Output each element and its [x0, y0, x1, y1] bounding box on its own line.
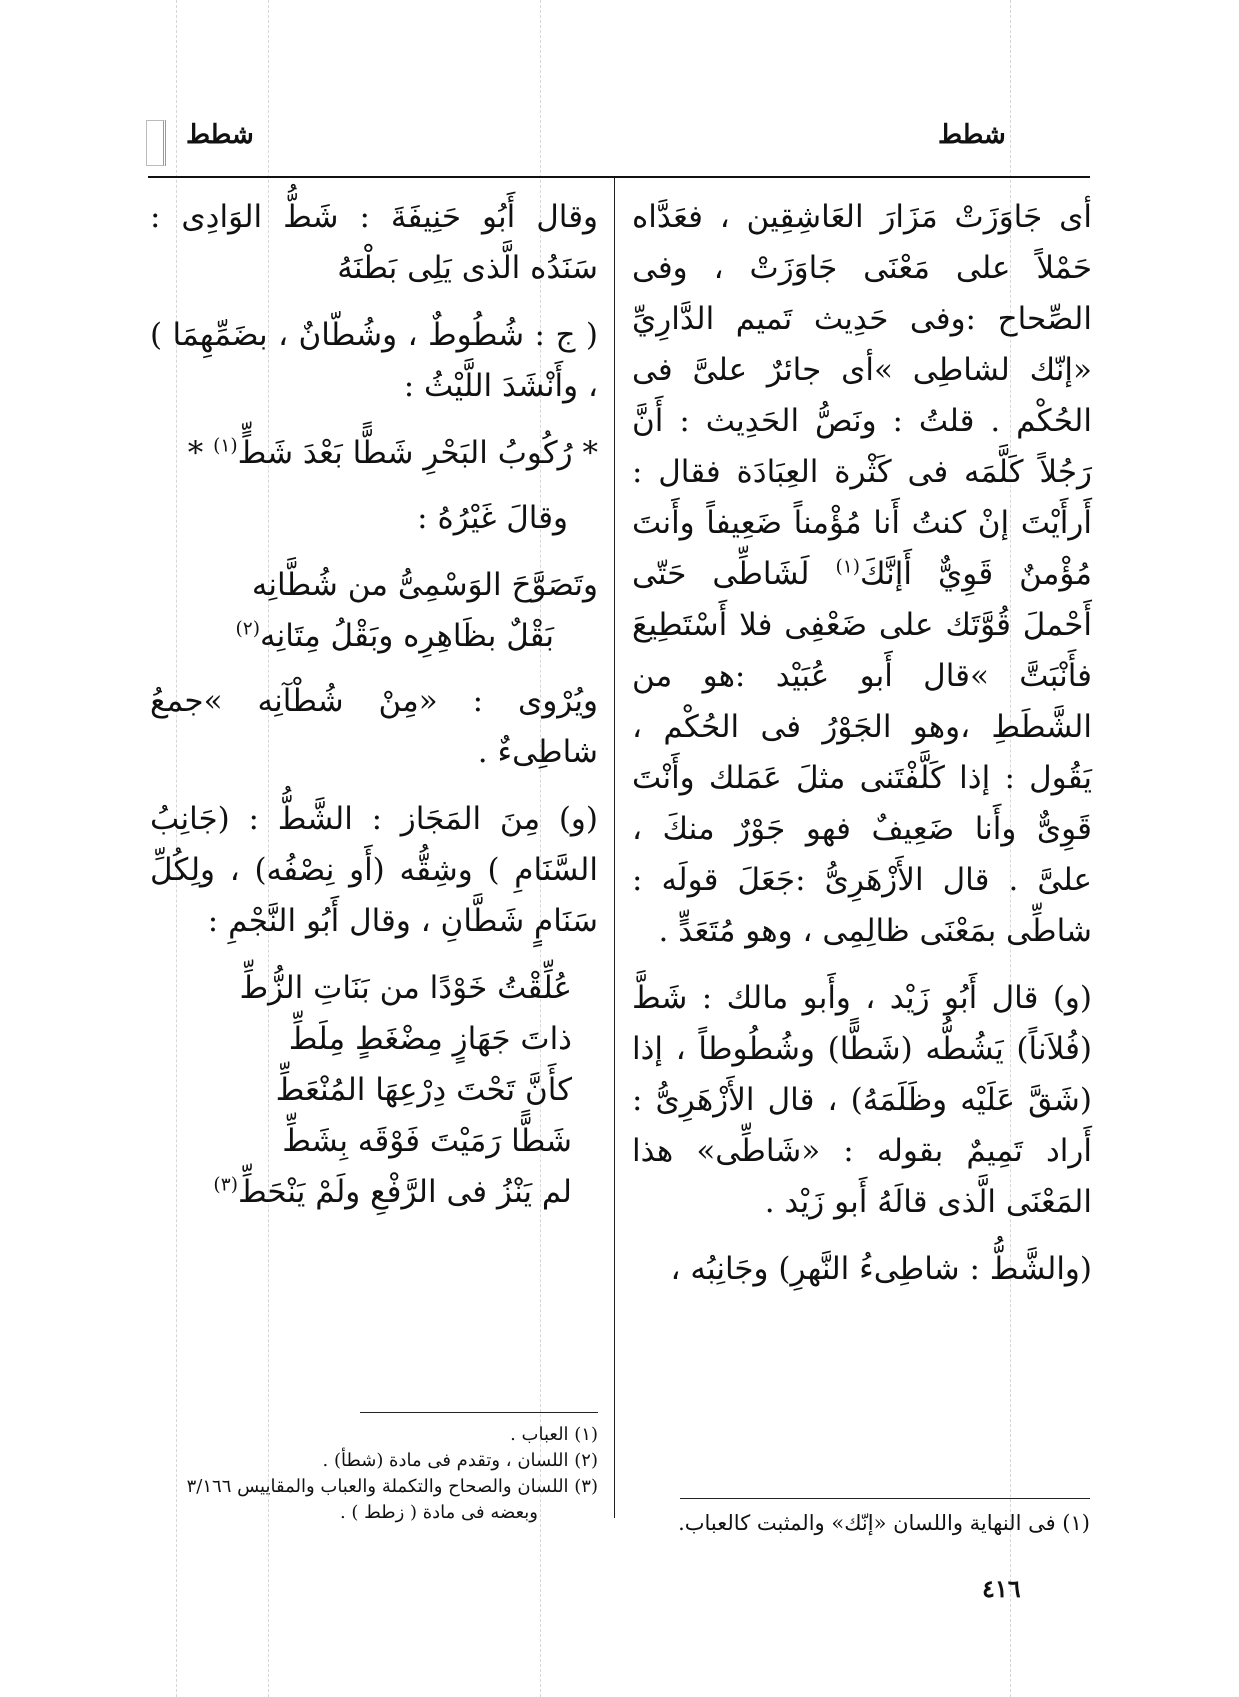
verse-1 — [150, 428, 598, 479]
verse-2 — [150, 560, 598, 662]
verse-line: وتَصَوَّحَ الوَسْمِىُّ من شُطَّانِه — [251, 567, 598, 603]
verse-line: عُلِّقْتُ خَوْدًا من بَنَاتِ الزُّطِّ — [239, 970, 572, 1006]
footnote-rule-right — [680, 1498, 1090, 1499]
right-paragraph-1 — [632, 192, 1092, 957]
verse-3 — [150, 963, 598, 1218]
footnote: (١) العباب . — [510, 1424, 598, 1445]
verse-text: بَقْلٌ بظَاهِرِه وبَقْلُ مِتَانِه — [260, 618, 554, 654]
footnote: (٣) اللسان والصحاح والتكملة والعباب والمقاييس ٣/١٦٦ — [186, 1476, 598, 1497]
left-paragraph-5: (و) مِنَ المَجَاز : الشَّطُّ : (جَانِبُ السَّنَامِ ) وشِقُّه (أَو نِصْفُه) ، ولِكُلِّ سَنَامٍ شَطَّانِ ، وقال أَبُو النَّجْمِ : — [150, 801, 598, 939]
footnote-ref: (١) — [835, 556, 861, 578]
verse-line — [150, 1167, 572, 1218]
right-column — [632, 192, 1092, 1311]
footnote-ref: (٢) — [235, 618, 261, 640]
verse-star: * — [187, 435, 204, 471]
verse-text: لم يَنْزُ فى الرَّفْعِ ولَمْ يَنْحَطِّ — [237, 1174, 572, 1210]
left-paragraph-4: ويُرْوى : «مِنْ شُطْآنِه »جمعُ شاطِىءٌ . — [150, 683, 598, 770]
right-paragraph-2: (و) قال أَبُو زَيْد ، وأَبو مالك : شَطَّ (فُلاَناً) يَشُطُّه (شَطًّا) وشُطُوطاً ، إذا (شَقَّ عَلَيْه وظَلَمَهُ) ، قال الأَزْهَرِىُّ : أَراد تَمِيمٌ بقوله : «شَاطِّى» هذا المَعْنَى الَّذى قالَهُ أَبو زَيْد . — [632, 980, 1092, 1220]
footnote-ref: (٣) — [213, 1174, 238, 1196]
footnote-rule-left — [360, 1412, 598, 1413]
verse-line: كأَنَّ تَحْتَ دِرْعِهَا المُنْعَطِّ — [275, 1072, 572, 1108]
footnote: وبعضه فى مادة ( زطط ) . — [339, 1502, 538, 1523]
binding-mark — [146, 120, 166, 166]
footnotes-right — [640, 1510, 1090, 1536]
paragraph-text: أى جَاوَزَتْ مَزَارَ العَاشِقِين ، فعَدَّاه حَمْلاً على مَعْنَى جَاوَزَتْ ، وفى الصِّحاح :وفى حَدِيث تَميم الدَّارِيِّ «إنّك لشاطِى »أى جائرٌ علىَّ فى الحُكْم . قلتُ : ونَصُّ الحَدِيث : أَنَّ رَجُلاً كَلَّمَه فى كَثْرة العِبَادَة فقال : أَرأَيْتَ إنْ كنتُ أَنا مُؤْمناً ضَعِيفاً وأَنتَ مُؤْمنٌ قَوِيٌّ أَإنَّكَ — [632, 199, 1092, 592]
footnotes-left — [148, 1422, 598, 1526]
footnote: (١) فى النهاية واللسان «إنّك» والمثبت كالعباب. — [678, 1511, 1090, 1535]
verse-line: شَطًّا رَمَيْتَ فَوْقَه بِشَطِّ — [282, 1123, 572, 1159]
left-paragraph-1: وقال أَبُو حَنِيفَةَ : شَطُّ الوَادِى : سَنَدُه الَّذى يَلِى بَطْنَهُ — [150, 199, 598, 286]
footnote-ref: (١) — [213, 435, 238, 457]
footnote: (٢) اللسان ، وتقدم فى مادة (شطأ) . — [322, 1450, 598, 1471]
right-paragraph-3: (والشَّطُّ : شاطِىءُ النَّهرِ) وجَانِبُه ، — [670, 1251, 1092, 1287]
left-paragraph-2: ( ج : شُطُوطٌ ، وشُطّانٌ ، بضَمِّهِمَا ) ، وأَنْشَدَ اللَّيْثُ : — [150, 317, 598, 404]
page-number: ٤١٦ — [982, 1574, 1021, 1603]
verse-line — [150, 611, 598, 662]
left-column — [150, 192, 598, 1218]
left-paragraph-3: وقالَ غَيْرُهُ : — [417, 500, 568, 536]
paragraph-text: لَشَاطِّى حَتّى أَحْملَ قُوَّتَك على ضَعْفِى فلا أَسْتَطِيعَ فأَنْبَتَّ »قال أَبو عُبَيْد :هو من الشَّطَطِ ،وهو الجَوْرُ فى الحُكْم ، يَقُول : إذا كَلَّفْتَنى مثلَ عَمَلك وأَنْتَ قَوِىٌّ وأَنا ضَعِيفٌ فهو جَوْرٌ منكَ ، علىَّ . قال الأَزْهَرِىُّ :جَعَلَ قولَه : شاطِّى بمَعْنَى ظالِمِى ، وهو مُتَعَدٍّ . — [632, 556, 1092, 949]
verse-line: ذاتَ جَهَازٍ مِضْغَطٍ مِلَطِّ — [288, 1021, 572, 1057]
header-word-right: شطط — [938, 120, 1006, 150]
verse-text: * رُكُوبُ البَحْرِ شَطًّا بَعْدَ شَطٍّ — [237, 435, 598, 471]
column-divider — [614, 178, 615, 1518]
header-word-left: شطط — [186, 120, 254, 150]
header-rule — [148, 176, 1090, 178]
